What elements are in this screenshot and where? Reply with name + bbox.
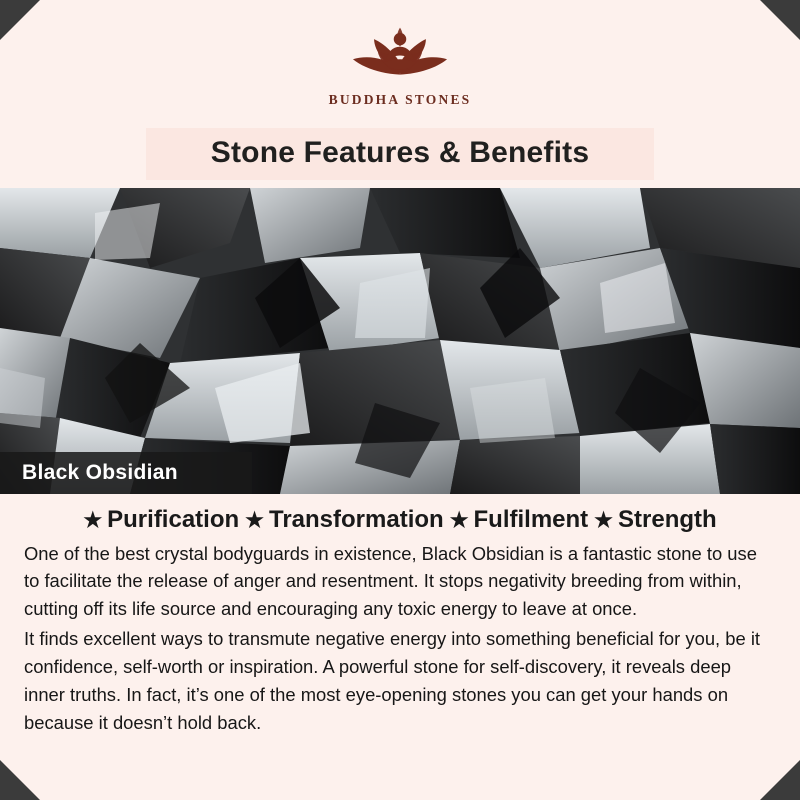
- benefit-item-transformation: [245, 506, 444, 534]
- benefit-item-fulfilment: [450, 506, 588, 534]
- benefit-label: Purification: [107, 505, 240, 533]
- star-icon: ★: [594, 508, 613, 532]
- brand-logo: [325, 18, 475, 108]
- star-icon: ★: [449, 508, 469, 532]
- benefit-item-purification: [83, 506, 239, 534]
- hero-image: [0, 188, 800, 494]
- star-icon: ★: [83, 508, 103, 532]
- hero-caption: [0, 452, 252, 494]
- corner-decoration-bottom-left: [0, 760, 40, 800]
- paragraph-2: It finds excellent ways to transmute negative energy into something beneficial for you, be it confidence, self-worth or inspiration. A powerful stone for self-discovery, it reveals deep inner truths. In fact, it’s one of the most eye-opening stones you can get your hands on because it doesn’t hold back.: [24, 628, 761, 734]
- description-body: [0, 538, 800, 738]
- hero-caption-label: Black Obsidian: [22, 460, 178, 484]
- lotus-meditation-figure-icon: [325, 18, 475, 90]
- corner-decoration-bottom-right: [760, 760, 800, 800]
- benefit-label: Fulfilment: [473, 505, 589, 533]
- page-title: Stone Features & Benefits: [210, 136, 590, 169]
- corner-decoration-top-right: [760, 0, 800, 40]
- title-banner: [146, 128, 654, 180]
- obsidian-photo: [0, 188, 800, 494]
- bottom-spacer: [0, 739, 800, 757]
- benefit-item-strength: [594, 506, 717, 534]
- brand-name: BUDDHA STONES: [328, 92, 472, 107]
- star-icon: ★: [245, 508, 264, 532]
- header: [0, 0, 800, 124]
- benefit-label: Transformation: [268, 505, 444, 533]
- benefit-label: Strength: [618, 505, 717, 533]
- corner-decoration-top-left: [0, 0, 40, 40]
- paragraph-1: One of the best crystal bodyguards in existence, Black Obsidian is a fantastic stone to use to facilitate the release of anger and resentment. It stops negativity breeding from within, cutting off its life source and encouraging any toxic energy to leave at once.: [24, 542, 757, 620]
- benefits-row: [0, 494, 800, 538]
